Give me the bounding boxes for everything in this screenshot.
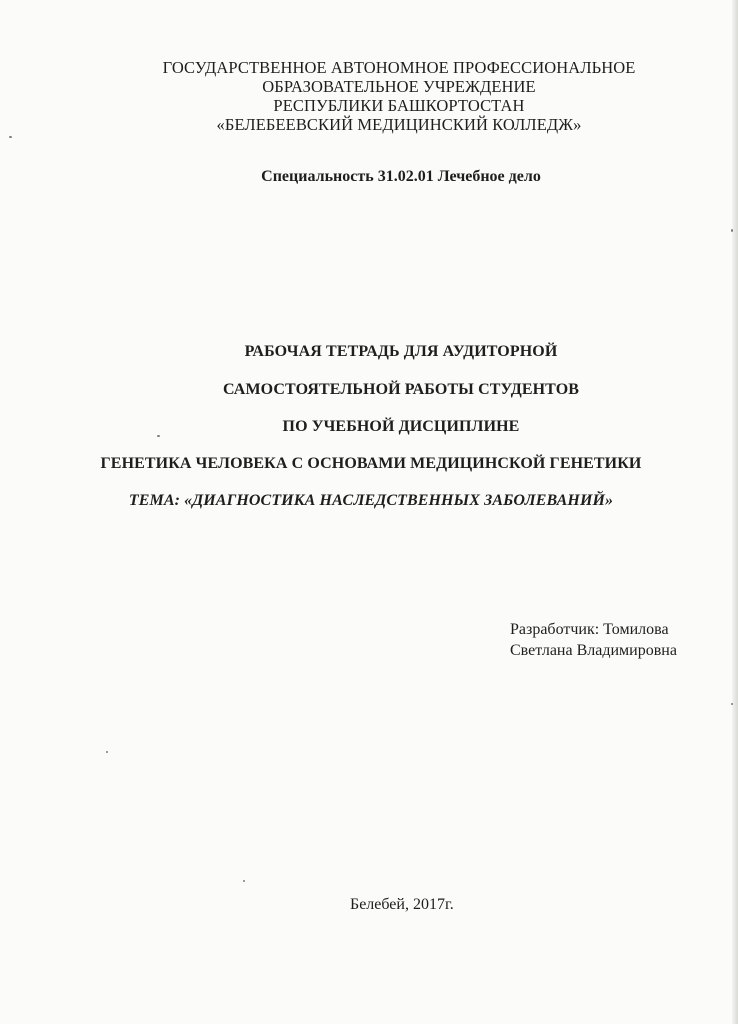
page-edge-shadow (732, 0, 738, 1024)
title-line-3: ПО УЧЕБНОЙ ДИСЦИПЛИНЕ (282, 418, 520, 435)
scan-speck (157, 435, 160, 437)
institution-line-1: ГОСУДАРСТВЕННОЕ АВТОНОМНОЕ ПРОФЕССИОНАЛЬНОЕ (162, 58, 636, 77)
scan-speck (9, 136, 12, 138)
topic-title: ТЕМА: «ДИАГНОСТИКА НАСЛЕДСТВЕННЫХ ЗАБОЛЕВАНИЙ» (128, 492, 614, 509)
title-line-2: САМОСТОЯТЕЛЬНОЙ РАБОТЫ СТУДЕНТОВ (222, 381, 580, 398)
institution-line-3: РЕСПУБЛИКИ БАШКОРТОСТАН (273, 96, 525, 115)
scan-speck (243, 880, 245, 882)
scan-speck (731, 703, 733, 705)
city-year: Белебей, 2017г. (350, 896, 454, 913)
specialty-line: Специальность 31.02.01 Лечебное дело (261, 168, 541, 185)
scan-speck (731, 229, 733, 232)
discipline-title: ГЕНЕТИКА ЧЕЛОВЕКА С ОСНОВАМИ МЕДИЦИНСКОЙ ГЕНЕТИКИ (100, 455, 642, 472)
scan-speck (106, 751, 108, 753)
institution-line-2: ОБРАЗОВАТЕЛЬНОЕ УЧРЕЖДЕНИЕ (262, 77, 536, 96)
institution-header (30, 58, 738, 134)
title-line-1: РАБОЧАЯ ТЕТРАДЬ ДЛЯ АУДИТОРНОЙ (244, 343, 558, 360)
author-line-1: Разработчик: Томилова (510, 621, 669, 638)
institution-line-4: «БЕЛЕБЕЕВСКИЙ МЕДИЦИНСКИЙ КОЛЛЕДЖ» (216, 115, 582, 134)
author-line-2: Светлана Владимировна (510, 642, 677, 659)
author-block (510, 619, 677, 661)
